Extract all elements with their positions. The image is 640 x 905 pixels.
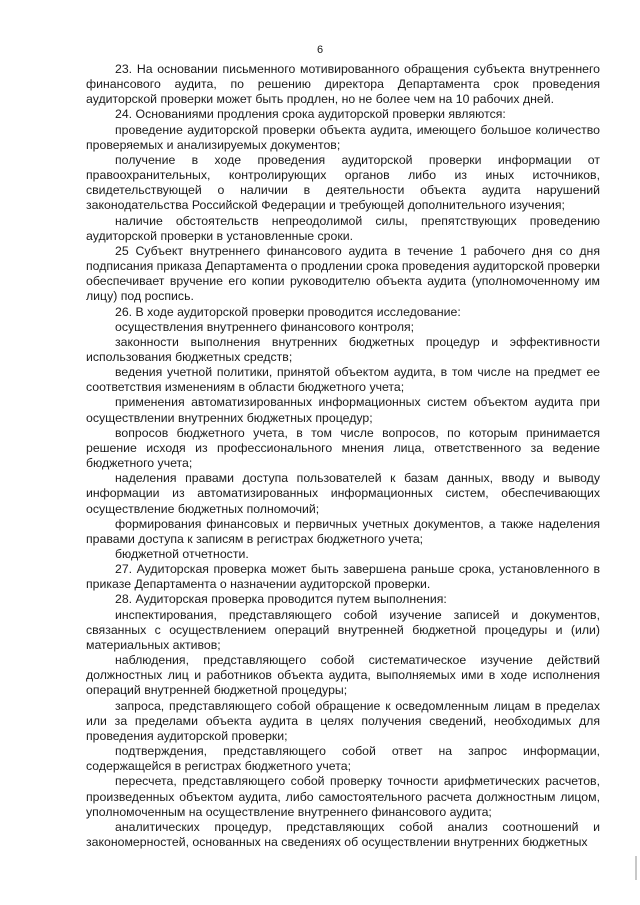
list-item: аналитических процедур, представляющих собой анализ соотношений и закономерностей, основанных на сведениях об осуществлении внутренних бюджетных — [86, 819, 600, 849]
paragraph-25: 25 Субъект внутреннего финансового аудита в течение 1 рабочего дня со дня подписания приказа Департамента о продлении срока проведения аудиторской проверки обеспечивает вручение его копии руководителю объекта аудита (уполномоченному им лицу) под роспись. — [86, 243, 601, 304]
paragraph-26: 26. В ходе аудиторской проверки проводится исследование: — [115, 304, 461, 319]
document-body — [86, 62, 600, 850]
paragraph-28: 28. Аудиторская проверка проводится путем выполнения: — [115, 592, 447, 607]
list-item: инспектирования, представляющего собой изучение записей и документов, связанных с осуществлением операций внутренней бюджетной процедуры и (или) материальных активов; — [86, 607, 600, 652]
list-item: подтверждения, представляющего собой ответ на запрос информации, содержащейся в регистрах бюджетного учета; — [86, 744, 600, 774]
list-item: проведение аудиторской проверки объекта аудита, имеющего большое количество проверяемых и анализируемых документов; — [86, 122, 600, 152]
list-item: осуществления внутреннего финансового контроля; — [115, 319, 415, 334]
paragraph-27: 27. Аудиторская проверка может быть завершена раньше срока, установленного в приказе Департамента о назначении аудиторской проверки. — [86, 562, 600, 592]
list-item: вопросов бюджетного учета, в том числе вопросов, по которым принимается решение исходя из профессионального мнения лица, ответственного за ведение бюджетного учета; — [86, 425, 600, 471]
list-item: ведения учетной политики, принятой объектом аудита, в том числе на предмет ее соответствия изменениям в области бюджетного учета; — [86, 365, 600, 395]
list-item: формирования финансовых и первичных учетных документов, а также наделения правами доступа к записям в регистрах бюджетного учета; — [86, 516, 600, 546]
list-item: законности выполнения внутренних бюджетных процедур и эффективности использования бюджетных средств; — [86, 334, 600, 364]
paragraph-23: 23. На основании письменного мотивированного обращения субъекта внутреннего финансового аудита, по решению директора Департамента срок проведения аудиторской проверки может быть продлен, но не более чем на 10 рабочих дней. — [86, 62, 600, 107]
scan-edge-mark — [635, 856, 637, 880]
list-item: бюджетной отчетности. — [115, 547, 249, 561]
paragraph-24: 24. Основаниями продления срока аудиторской проверки являются: — [115, 107, 506, 122]
list-item: получение в ходе проведения аудиторской проверки информации от правоохранительных, контролирующих органов либо из иных источников, свидетельствующей о наличии в деятельности объекта аудита нарушений законодательства Российской Федерации и требующей дополнительного изучения; — [86, 152, 600, 213]
list-item: наблюдения, представляющего собой систематическое изучение действий должностных лиц и работников объекта аудита, выполняемых ими в ходе исполнения операций внутренней бюджетной процедуры; — [86, 653, 600, 698]
list-item: применения автоматизированных информационных систем объектом аудита при осуществлении внутренних бюджетных процедур; — [86, 395, 600, 425]
list-item: наделения правами доступа пользователей к базам данных, вводу и выводу информации из автоматизированных информационных систем, обеспечивающих осуществление бюджетных полномочий; — [86, 471, 600, 516]
list-item: пересчета, представляющего собой проверку точности арифметических расчетов, произведенных объектом аудита, либо самостоятельного расчета должностным лицом, уполномоченным на осуществление внутреннего финансового аудита; — [86, 774, 600, 819]
list-item: запроса, представляющего собой обращение к осведомленным лицам в пределах или за пределами объекта аудита в целях получения сведений, необходимых для проведения аудиторской проверки; — [86, 698, 600, 743]
page-number: 6 — [316, 44, 324, 56]
list-item: наличие обстоятельств непреодолимой силы, препятствующих проведению аудиторской проверки в установленные сроки. — [86, 213, 600, 243]
